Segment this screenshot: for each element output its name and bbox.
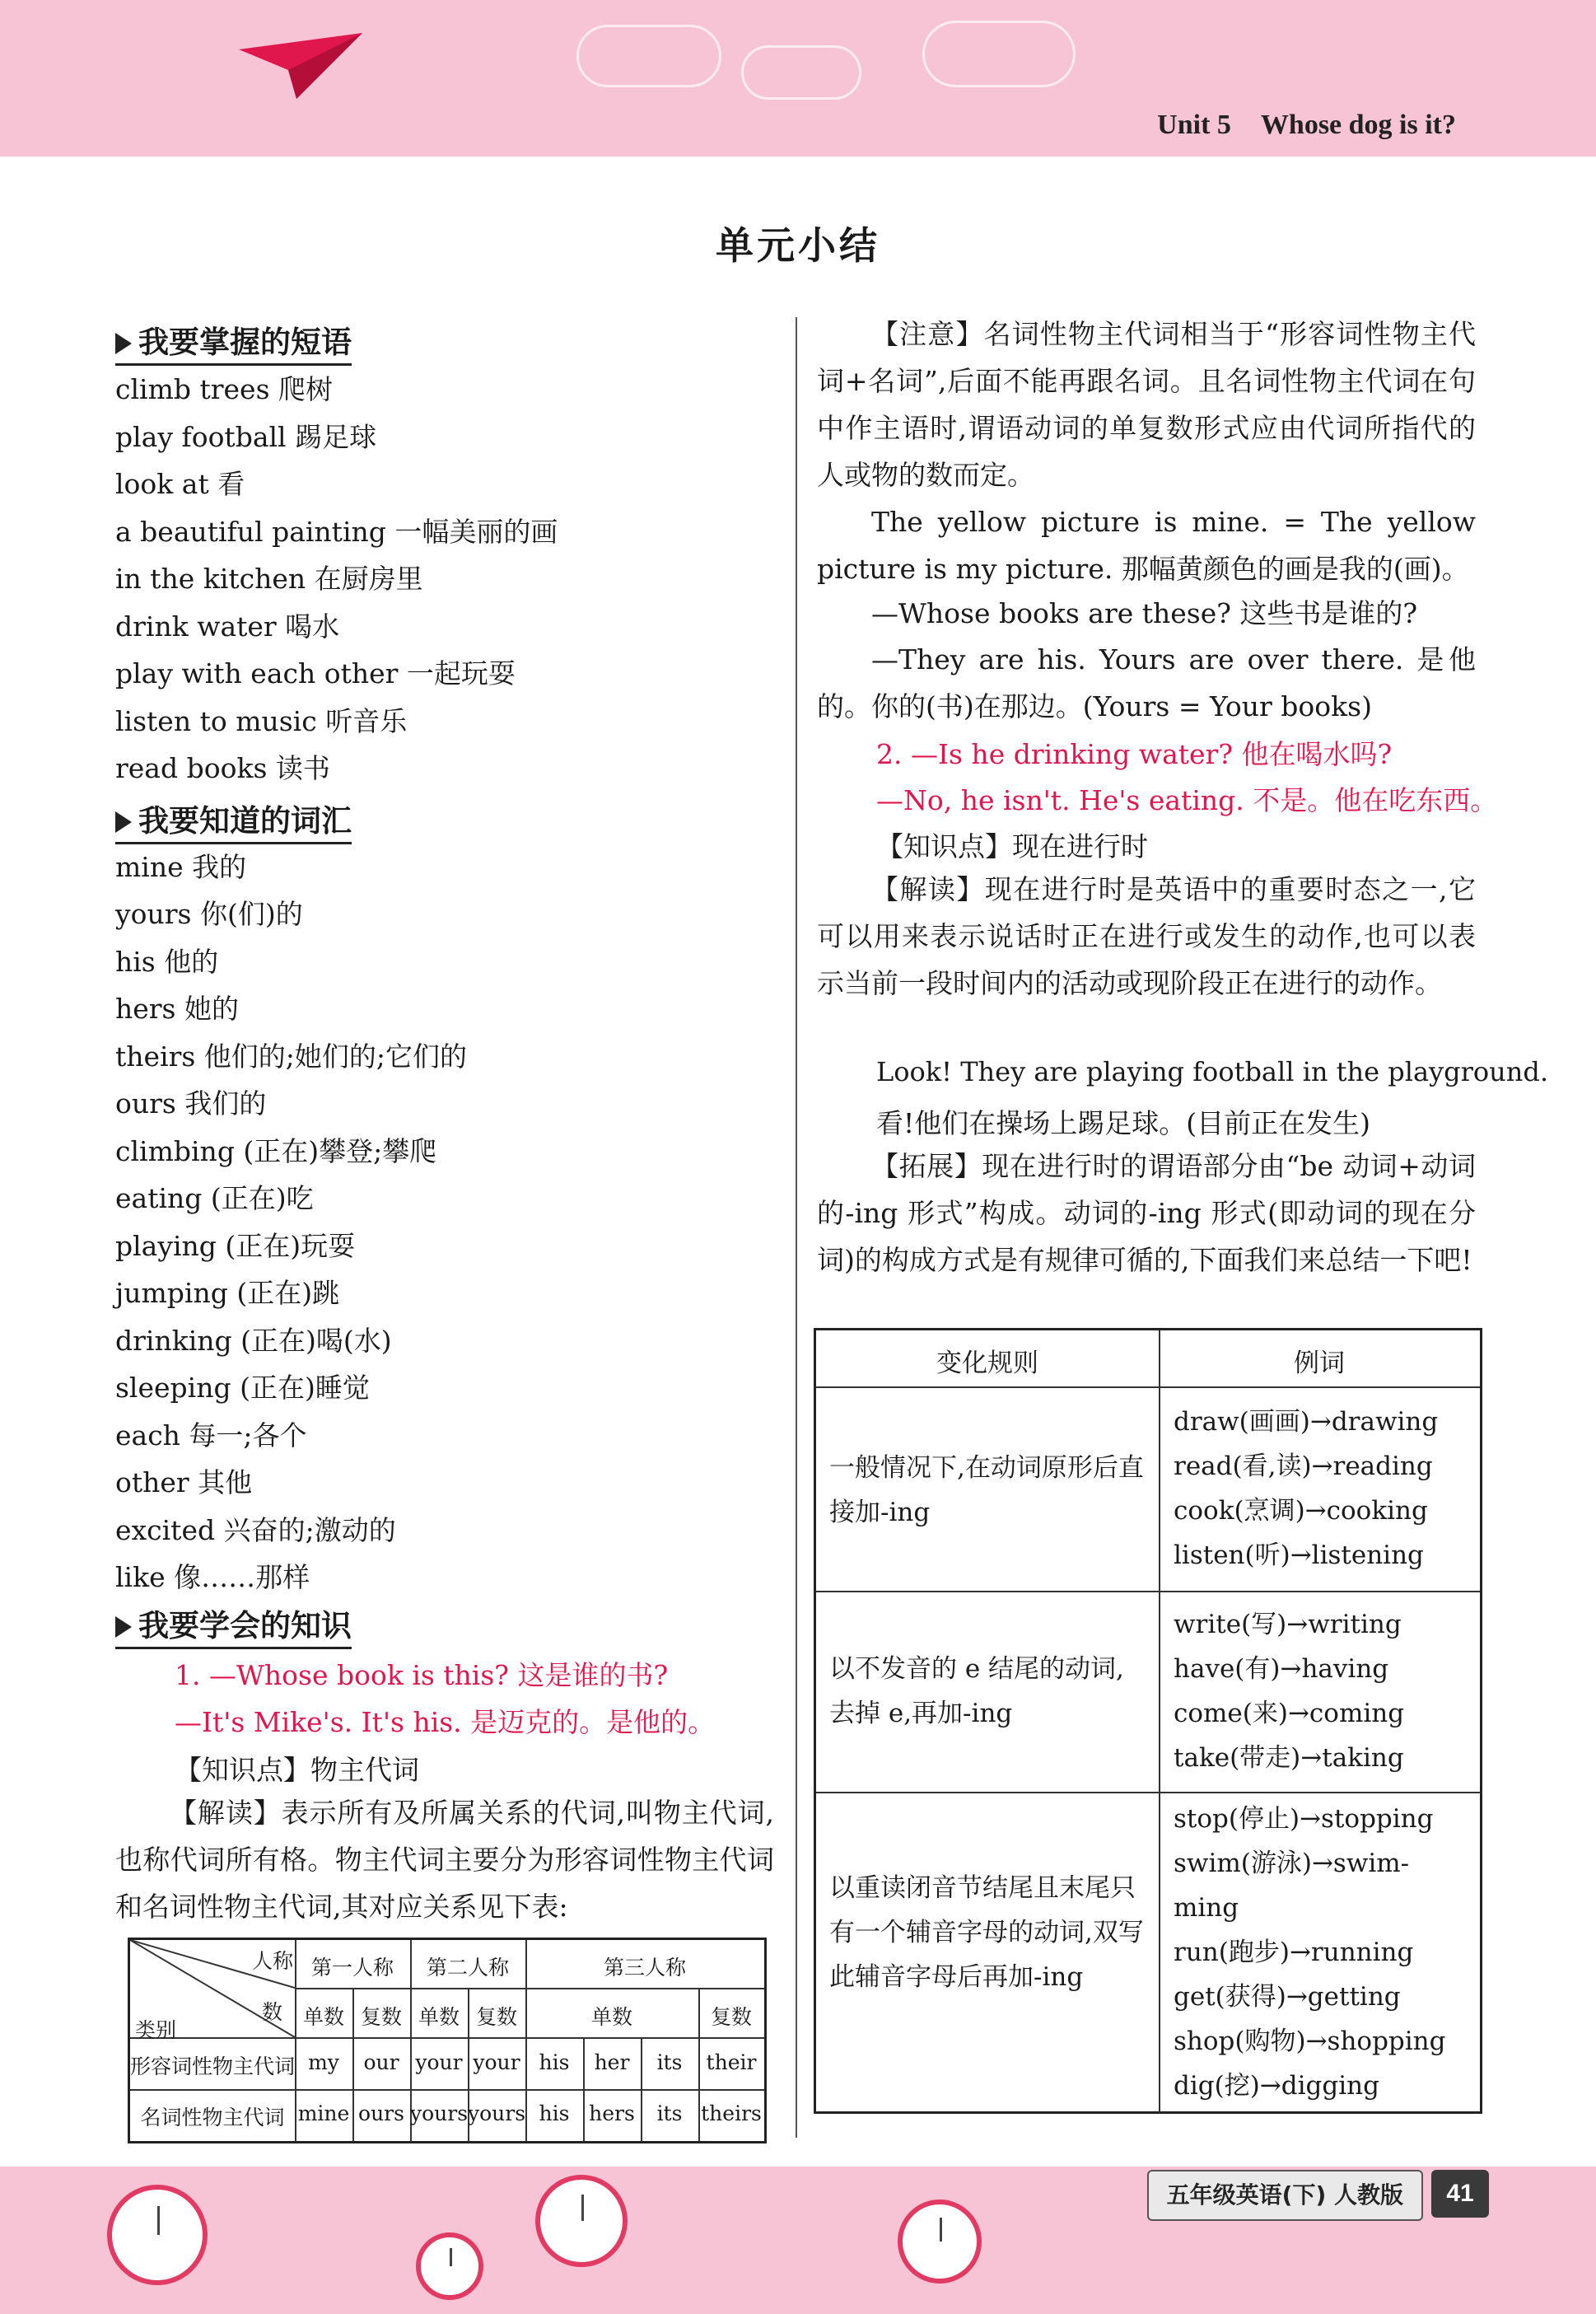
number-header: 单数 [302, 2005, 344, 2029]
page-number: 41 [1431, 2170, 1489, 2218]
ing-rule-table [814, 1328, 1482, 2114]
triangle-bullet-icon [115, 811, 132, 833]
phrase-item: in the kitchen 在厨房里 [115, 563, 423, 595]
clock-icon [898, 2199, 982, 2284]
example-sentence: —They are his. Yours are over there. 是他的。你的(书)在那边。(Yours = Your books) [817, 643, 1476, 722]
explanation-paragraph: 【解读】现在进行时是英语中的重要时态之一,它可以用来表示说话时正在进行或发生的动作,也可以表示当前一段时间内的活动或现阶段正在进行的动作。 [817, 873, 1476, 999]
examples-cell [1174, 1400, 1438, 1578]
example-word: listen(听)→listening [1174, 1540, 1424, 1570]
example-word: ming [1174, 1893, 1239, 1923]
example-translation: 看!他们在操场上踢足球。(目前正在发生) [876, 1107, 1371, 1139]
table-cell: his [539, 2050, 570, 2074]
vocab-item: ours 我们的 [115, 1087, 267, 1120]
examples-cell [1174, 1797, 1446, 2108]
corner-category: 类别 [135, 2018, 177, 2042]
example-word: swim(游泳)→swim- [1174, 1849, 1410, 1878]
vocab-item: his 他的 [115, 946, 219, 978]
person-header: 第二人称 [426, 1956, 509, 1980]
phrase-item: climb trees 爬树 [115, 373, 334, 405]
note-paragraph: 【注意】名词性物主代词相当于“形容词性物主代词+名词”,后面不能再跟名词。且名词性物主代词在句中作主语时,谓语动词的单复数形式应由代词所指代的人或物的数而定。 [817, 318, 1476, 491]
phrase-item: play with each other 一起玩耍 [115, 657, 516, 690]
column-header: 变化规则 [936, 1349, 1038, 1378]
vocab-item: sleeping (正在)睡觉 [115, 1372, 370, 1404]
unit-number: Unit 5 [1157, 110, 1231, 140]
table-cell: yours [410, 2101, 469, 2125]
vocab-item: hers 她的 [115, 993, 239, 1025]
number-header: 单数 [590, 2005, 632, 2029]
vocab-item: eating (正在)吃 [115, 1182, 314, 1214]
table-cell: theirs [701, 2101, 762, 2125]
example-word: draw(画画)→drawing [1174, 1407, 1439, 1437]
number-header: 单数 [418, 2005, 460, 2029]
table-cell: its [656, 2050, 683, 2074]
table-cell: yours [468, 2101, 526, 2125]
rule-cell: 以不发音的 e 结尾的动词,去掉 e,再加-ing [829, 1654, 1124, 1728]
examples-cell [1174, 1602, 1404, 1780]
table-cell: ours [358, 2101, 404, 2125]
number-header: 复数 [710, 2005, 752, 2029]
expand-paragraph: 【拓展】现在进行时的谓语部分由“be 动词+动词的-ing 形式”构成。动词的-ing 形式(即动词的现在分词)的构成方式是有规律可循的,下面我们来总结一下吧! [817, 1150, 1476, 1276]
vocab-item: drinking (正在)喝(水) [115, 1325, 392, 1357]
table-cell: his [539, 2101, 570, 2125]
person-header: 第三人称 [603, 1956, 686, 1980]
example-word: dig(挖)→digging [1174, 2071, 1379, 2101]
column-divider [796, 317, 797, 2138]
vocab-item: theirs 他们的;她们的;它们的 [115, 1040, 468, 1073]
table-cell: its [656, 2101, 683, 2125]
paper-plane-icon [239, 33, 362, 99]
vocab-item: playing (正在)玩耍 [115, 1230, 356, 1262]
example-word: write(写)→writing [1174, 1610, 1402, 1639]
example-word: have(有)→having [1174, 1654, 1389, 1684]
vocab-item: excited 兴奋的;激动的 [115, 1514, 396, 1546]
example-sentence: —Whose books are these? 这些书是谁的? [871, 597, 1418, 629]
row-label: 形容词性物主代词 [130, 2055, 296, 2078]
triangle-bullet-icon [115, 1616, 132, 1638]
rule-cell: 一般情况下,在动词原形后直接加-ing [829, 1453, 1144, 1527]
example-word: read(看,读)→reading [1174, 1452, 1433, 1481]
clock-icon [416, 2232, 483, 2300]
vocab-item: mine 我的 [115, 851, 247, 883]
table-cell: her [594, 2050, 630, 2074]
example-word: cook(烹调)→cooking [1174, 1496, 1428, 1526]
row-label: 名词性物主代词 [140, 2106, 285, 2129]
vocab-item: jumping (正在)跳 [115, 1277, 340, 1309]
number-header: 复数 [475, 2005, 517, 2029]
triangle-bullet-icon [115, 333, 132, 354]
explanation-paragraph: 【解读】表示所有及所属关系的代词,叫物主代词,也称代词所有格。物主代词主要分为形容词性物主代词和名词性物主代词,其对应关系见下表: [115, 1797, 774, 1923]
phrase-item: a beautiful painting 一幅美丽的画 [115, 516, 558, 548]
clock-icon [535, 2175, 628, 2267]
example-sentence: The yellow picture is mine. = The yellow picture is my picture. 那幅黄颜色的画是我的(画)。 [817, 506, 1476, 585]
rule-cell: 以重读闭音节结尾且末尾只有一个辅音字母的动词,双写此辅音字母后再加-ing [829, 1873, 1144, 1992]
example-answer: —It's Mike's. It's his. 是迈克的。是他的。 [175, 1706, 716, 1738]
corner-number: 数 [262, 2000, 283, 2024]
example-word: shop(购物)→shopping [1174, 2027, 1446, 2056]
unit-title: Whose dog is it? [1260, 110, 1456, 140]
phrase-item: play football 踢足球 [115, 421, 377, 453]
phrase-item: drink water 喝水 [115, 610, 340, 643]
vocab-item: each 每一;各个 [115, 1419, 307, 1452]
page-title: 单元小结 [716, 223, 880, 268]
clock-icon [107, 2185, 208, 2285]
table-cell: your [415, 2050, 463, 2074]
column-header: 例词 [1294, 1349, 1345, 1378]
vocab-item: climbing (正在)攀登;攀爬 [115, 1135, 437, 1167]
example-question: 2. —Is he drinking water? 他在喝水吗? [876, 738, 1393, 770]
example-sentence: Look! They are playing football in the playground. [876, 1056, 1549, 1087]
vocab-item: like 像……那样 [115, 1561, 310, 1593]
unit-label [1157, 110, 1456, 141]
knowledge-point: 【知识点】物主代词 [175, 1754, 419, 1786]
example-question: 1. —Whose book is this? 这是谁的书? [175, 1659, 669, 1691]
example-word: run(跑步)→running [1174, 1938, 1414, 1967]
vocab-item: yours 你(们)的 [115, 898, 303, 930]
table-cell: my [308, 2050, 339, 2074]
phrase-item: read books 读书 [115, 752, 330, 784]
section-heading-knowledge: 我要学会的知识 [115, 1601, 352, 1649]
pronoun-table [128, 1938, 767, 2143]
table-cell: hers [589, 2101, 635, 2125]
vocab-item: other 其他 [115, 1466, 253, 1498]
knowledge-point: 【知识点】现在进行时 [876, 830, 1148, 862]
corner-person: 人称 [252, 1949, 294, 1973]
example-answer: —No, he isn't. He's eating. 不是。他在吃东西。 [876, 784, 1498, 816]
person-header: 第一人称 [310, 1956, 394, 1980]
example-word: take(带走)→taking [1174, 1743, 1404, 1773]
example-word: get(获得)→getting [1174, 1982, 1401, 2012]
table-cell: our [363, 2050, 399, 2074]
example-word: stop(停止)→stopping [1174, 1804, 1434, 1834]
table-cell: your [473, 2050, 520, 2074]
table-cell: their [706, 2050, 757, 2074]
phrase-item: look at 看 [115, 468, 245, 500]
book-label: 五年级英语(下) 人教版 [1147, 2170, 1423, 2221]
example-word: come(来)→coming [1174, 1699, 1405, 1728]
section-heading-vocab: 我要知道的词汇 [115, 796, 352, 844]
table-cell: mine [297, 2101, 350, 2125]
section-heading-phrases: 我要掌握的短语 [115, 317, 352, 366]
number-header: 复数 [360, 2005, 402, 2029]
phrase-item: listen to music 听音乐 [115, 705, 408, 737]
